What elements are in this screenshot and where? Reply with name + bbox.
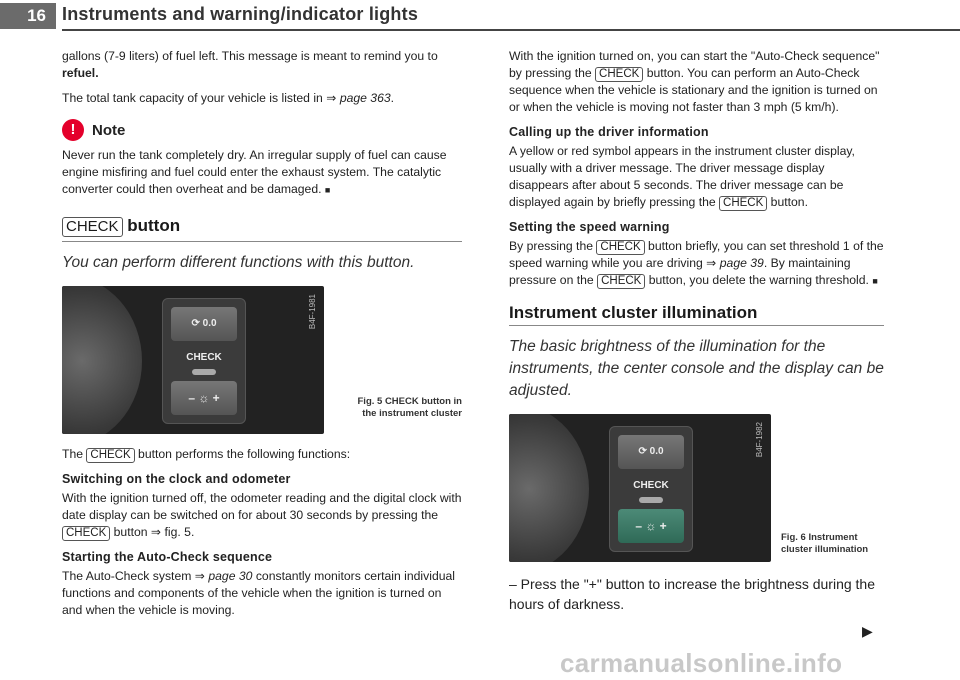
chapter-title: Instruments and warning/indicator lights	[62, 4, 419, 24]
figure-code: B4F-1981	[308, 294, 317, 330]
figure-5	[62, 286, 462, 436]
page-header	[0, 0, 960, 38]
note-text: Never run the tank completely dry. An irregular supply of fuel can cause engine misfiring and fuel could enter the exhaust system. The catalytic converter could then overheat and be damaged. ■	[62, 148, 447, 196]
brightness-button-highlighted: – ☼ +	[618, 509, 684, 543]
check-key: CHECK	[597, 274, 645, 289]
figure-5-image	[62, 286, 324, 434]
subheading-speed-warning: Setting the speed warning	[509, 220, 670, 234]
subheading-driver-info: Calling up the driver information	[509, 125, 709, 139]
figure-code: B4F-1982	[755, 422, 764, 458]
button-panel	[162, 298, 246, 424]
right-column	[509, 48, 884, 614]
check-pill	[192, 369, 216, 375]
page-number: 16	[0, 3, 56, 29]
clock-paragraph: With the ignition turned off, the odometer reading and the digital clock with date display can be switched on for about 30 seconds by pressing the CHECK button ⇒ fig. 5.	[62, 491, 462, 539]
check-key: CHECK	[596, 240, 644, 255]
fuel-reminder-paragraph: gallons (7-9 liters) of fuel left. This message is meant to remind you to refuel.	[62, 49, 438, 80]
gauge-dial	[509, 414, 589, 562]
brightness-button: – ☼ +	[171, 381, 237, 415]
subheading-autocheck: Starting the Auto-Check sequence	[62, 550, 273, 564]
gauge-dial	[62, 286, 142, 434]
continue-arrow-icon: ▶	[862, 623, 873, 639]
watermark: carmanualsonline.info	[560, 648, 843, 678]
note-title: Note	[92, 121, 126, 139]
button-panel	[609, 426, 693, 552]
functions-intro: The CHECK button performs the following functions:	[62, 447, 351, 461]
section-intro: You can perform different functions with this button.	[62, 254, 415, 271]
brightness-instruction: – Press the "+" button to increase the brightness during the hours of darkness.	[509, 576, 875, 612]
end-mark: ■	[872, 276, 878, 286]
driver-info-paragraph: A yellow or red symbol appears in the instrument cluster display, usually with a driver message. The driver message display disappears after about 5 seconds. The driver message can be displayed again by briefly pressing the CHECK button.	[509, 144, 855, 209]
reset-trip-button: ⟳ 0.0	[171, 307, 237, 341]
section-heading-illumination: Instrument cluster illumination	[509, 304, 884, 326]
subheading-clock: Switching on the clock and odometer	[62, 472, 291, 486]
page-link[interactable]: page 30	[208, 569, 253, 583]
figure-6	[509, 414, 884, 564]
check-key: CHECK	[86, 448, 134, 463]
figure-6-caption: Fig. 6 Instrument cluster illumination	[781, 532, 869, 555]
section-intro: The basic brightness of the illumination for the instruments, the center console and the display can be adjusted.	[509, 338, 884, 399]
section-heading-check-button: CHECK button	[62, 217, 462, 242]
reset-trip-button: ⟳ 0.0	[618, 435, 684, 469]
autocheck-paragraph: The Auto-Check system ⇒ page 30 constantly monitors certain individual functions and components of the vehicle when the ignition is turned on and when the vehicle is moving.	[62, 569, 455, 617]
note-header	[62, 119, 462, 141]
page-link[interactable]: page 363	[339, 91, 391, 105]
left-column	[62, 48, 462, 627]
tank-capacity-paragraph: The total tank capacity of your vehicle is listed in ⇒ page 363.	[62, 91, 395, 105]
check-key: CHECK	[62, 217, 123, 237]
figure-5-caption: Fig. 5 CHECK button in the instrument cluster	[357, 396, 462, 419]
autocheck-start-paragraph: With the ignition turned on, you can start the "Auto-Check sequence" by pressing the CHECK button. You can perform an Auto-Check sequence when the vehicle is stationary and the ignition is turned on or when the vehicle is moving not faster than 3 mph (5 km/h).	[509, 49, 880, 114]
check-pill	[639, 497, 663, 503]
warning-icon: !	[62, 119, 84, 141]
check-key: CHECK	[595, 67, 643, 82]
header-rule	[62, 29, 960, 31]
check-key: CHECK	[62, 526, 110, 541]
figure-6-image	[509, 414, 771, 562]
check-label: CHECK	[633, 480, 669, 491]
speed-warning-paragraph: By pressing the CHECK button briefly, you can set threshold 1 of the speed warning while you are driving ⇒ page 39. By maintaining pressure on the CHECK button, you delete the warning threshold. ■	[509, 239, 884, 287]
check-key: CHECK	[719, 196, 767, 211]
end-mark: ■	[324, 185, 331, 195]
check-label: CHECK	[186, 352, 222, 363]
page-link[interactable]: page 39	[719, 256, 764, 270]
